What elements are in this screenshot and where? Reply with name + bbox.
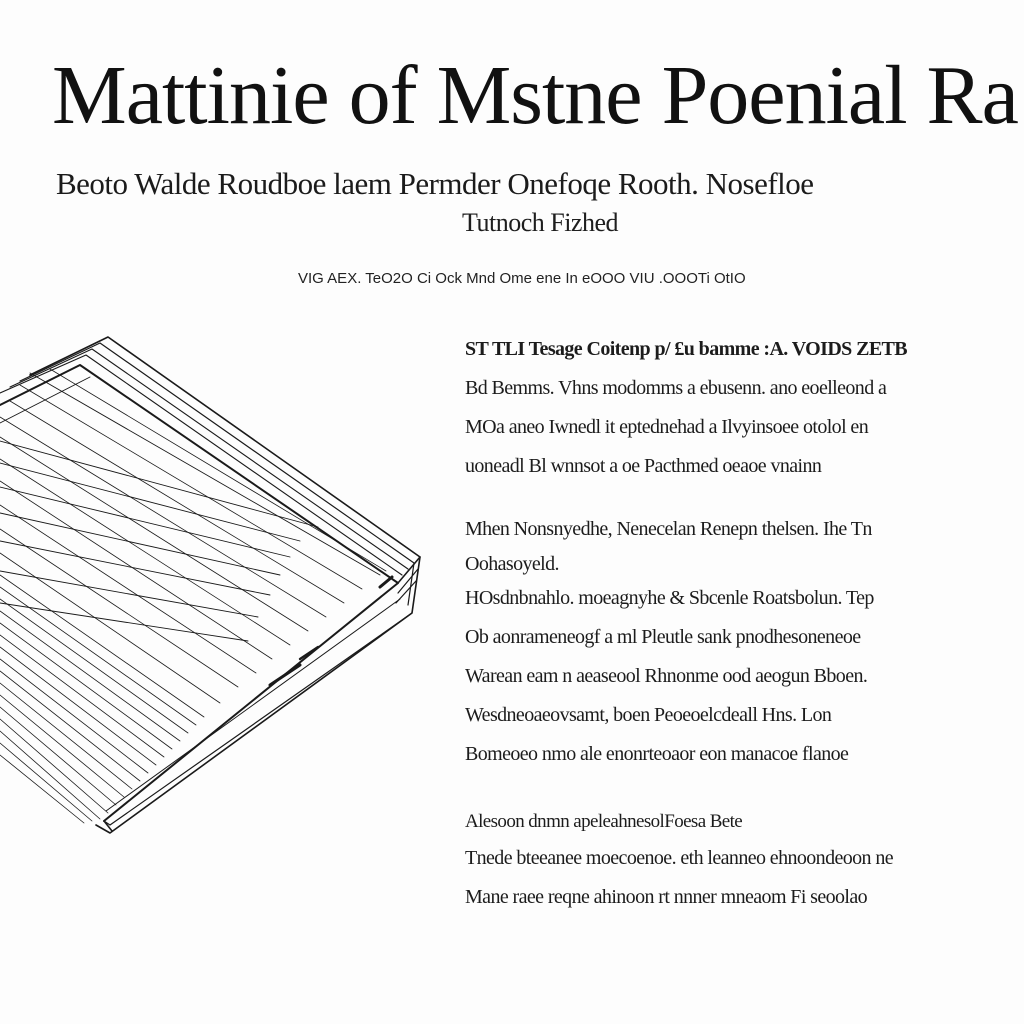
document-subtitle: Beoto Walde Roudboe laem Permder Onefoqe Rooth. Nosefloe (56, 166, 814, 201)
body-line: Warean eam n aeaseool Rhnonme ood aeogun Bboen. (465, 665, 868, 687)
body-line: Wesdneoaeovsamt, boen Peoeoelcdeall Hns. Lon (465, 704, 832, 726)
body-paragraph-1 (465, 330, 1024, 486)
body-line: Mhen Nonsnyedhe, Nenecelan Renepn thelsen. Ihe Tn (465, 518, 872, 540)
document-subtitle-second-line: Tutnoch Fizhed (462, 208, 618, 237)
body-line: Tnede bteeanee moecoenoe. eth leanneo ehnoondeoon ne (465, 847, 894, 869)
body-line: Mane raee reqne ahinoon rt nnner mneaom Fi seoolao (465, 886, 868, 908)
body-line: Bomeoeo nmo ale enonrteoaor eon manacoe flanoe (465, 743, 849, 765)
body-line: Alesoon dnmn apeleahnesolFoesa Bete (465, 811, 743, 832)
document-title: Mattinie of Mstne Poenial Ra (52, 49, 1018, 142)
body-line: Bd Bemms. Vhns modomms a ebusenn. ano eoelleond a (465, 377, 887, 399)
body-line: Ob aonrameneogf a ml Pleutle sank pnodhesoneneoe (465, 626, 861, 648)
body-paragraph-2 (465, 510, 1024, 774)
document-byline: VIG AEX. TeO2O Ci Ock Mnd Ome ene In eOOO VIU .OOOTi OtIO (298, 270, 746, 287)
body-line: MOa aneo Iwnedl it eptednehad a Ilvyinsoee otolol en (465, 416, 869, 438)
body-paragraph-3 (465, 805, 1024, 917)
body-line: HOsdnbnahlo. moeagnyhe & Sbcenle Roatsbolun. Tep (465, 587, 874, 609)
paper-stack-illustration (0, 325, 440, 845)
body-line: uoneadl Bl wnnsot a oe Pacthmed oeaoe vnainn (465, 455, 822, 477)
body-line: Oohasoyeld. (465, 553, 559, 575)
body-line: ST TLI Tesage Coitenp p/ £u bamme :A. VOIDS ZETB (465, 338, 908, 360)
